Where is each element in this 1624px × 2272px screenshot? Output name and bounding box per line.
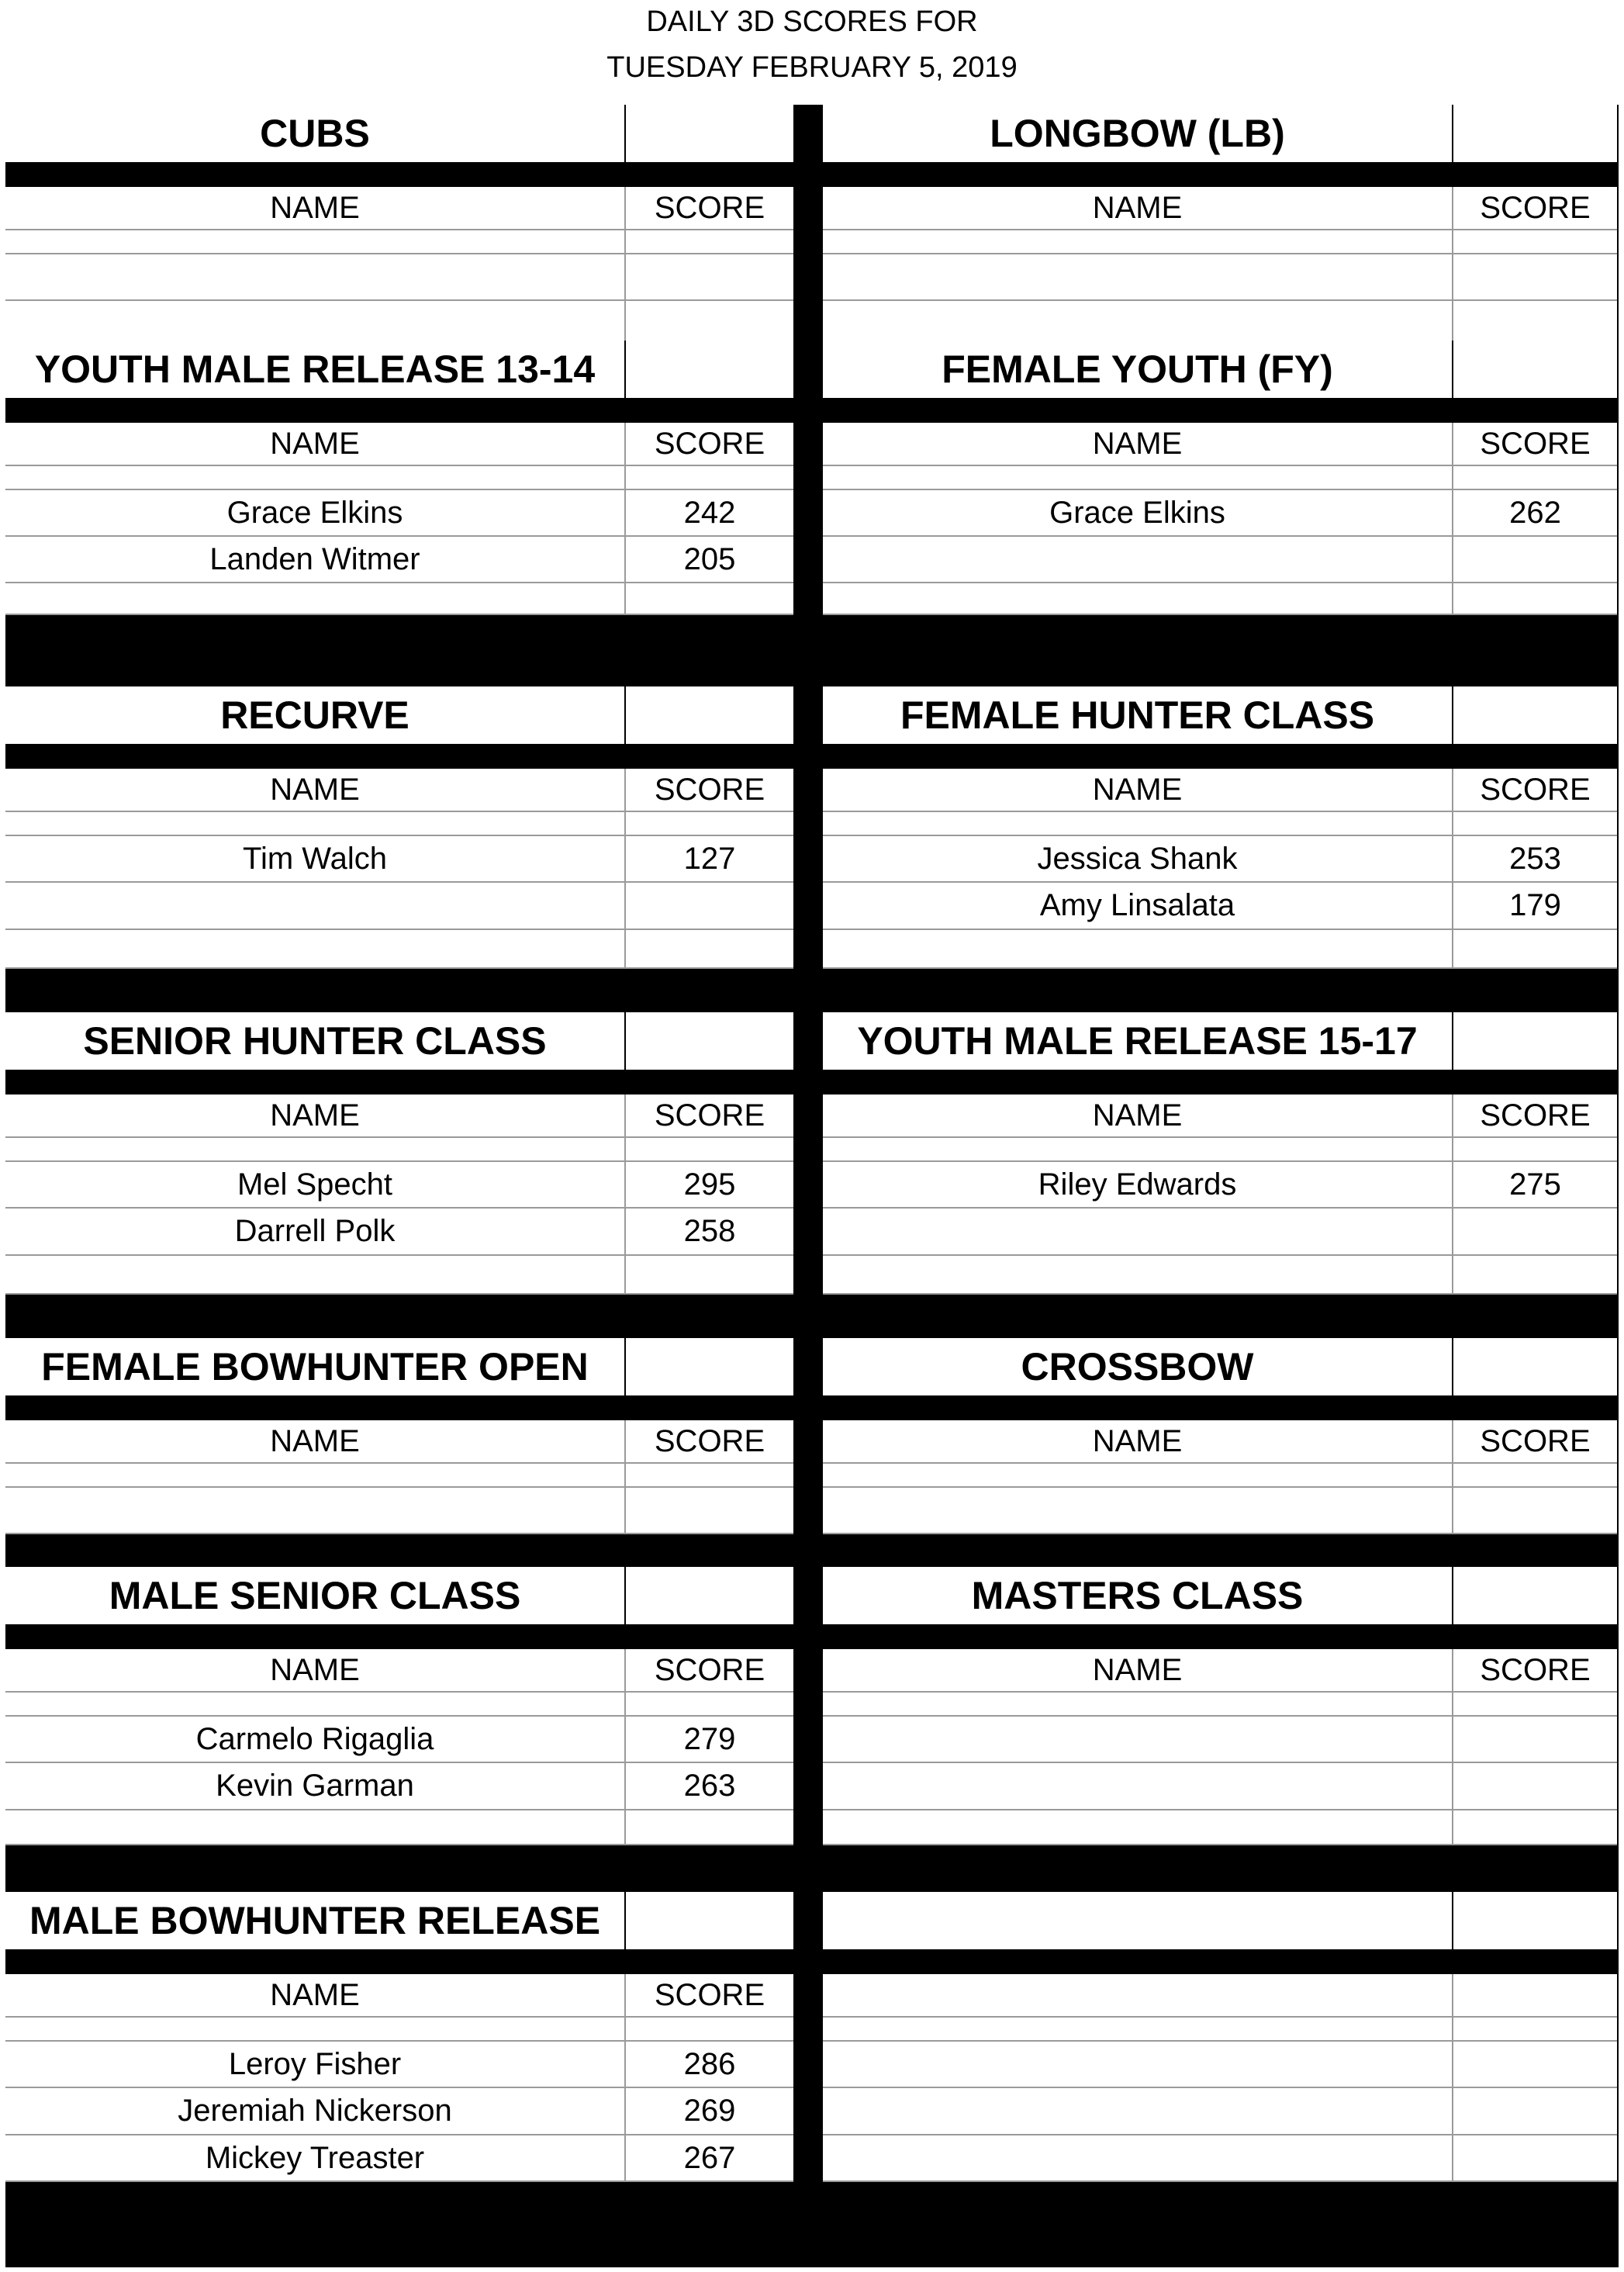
- score-column-header: SCORE: [626, 1095, 793, 1138]
- empty-name-cell: [5, 583, 626, 615]
- class-header-left: CUBS: [5, 105, 626, 162]
- class-header-left: MALE SENIOR CLASS: [5, 1567, 626, 1624]
- participant-name: Jessica Shank: [823, 836, 1453, 883]
- empty-score-cell: [626, 2018, 793, 2042]
- score-column-header: SCORE: [626, 187, 793, 230]
- empty-name-cell: [823, 466, 1453, 490]
- class-header-right: FEMALE HUNTER CLASS: [823, 686, 1453, 744]
- participant-name: Darrell Polk: [5, 1209, 626, 1256]
- empty-name-cell: [5, 2018, 626, 2042]
- name-column-header: NAME: [823, 1649, 1453, 1693]
- empty-score-cell: [626, 230, 793, 254]
- score-column-header: SCORE: [1453, 1649, 1617, 1693]
- empty-name-cell: [823, 1256, 1453, 1295]
- empty-score-cell: [1453, 583, 1617, 615]
- name-column-header: NAME: [823, 1420, 1453, 1464]
- empty-name-cell: [823, 1209, 1453, 1256]
- class-header-right: [823, 1892, 1453, 1949]
- class-header-blank: [1453, 105, 1617, 162]
- empty-score-cell: [626, 1464, 793, 1488]
- participant-name: Leroy Fisher: [5, 2042, 626, 2088]
- empty-name-cell: [823, 1810, 1453, 1845]
- participant-name: Grace Elkins: [823, 490, 1453, 537]
- empty-score-cell: [626, 1488, 793, 1534]
- name-column-header: NAME: [5, 423, 626, 466]
- participant-score: 263: [626, 1763, 793, 1810]
- empty-name-cell: [5, 466, 626, 490]
- score-column-header: SCORE: [626, 1420, 793, 1464]
- empty-name-cell: [823, 1763, 1453, 1810]
- empty-name-cell: [823, 1138, 1453, 1162]
- class-header-right: YOUTH MALE RELEASE 15-17: [823, 1012, 1453, 1070]
- empty-name-cell: [823, 2042, 1453, 2088]
- empty-score-cell: [626, 254, 793, 301]
- empty-score-cell: [1453, 930, 1617, 969]
- participant-score: 267: [626, 2135, 793, 2182]
- empty-score-cell: [626, 1256, 793, 1295]
- empty-score-cell: [626, 1693, 793, 1717]
- score-column-header: SCORE: [1453, 1420, 1617, 1464]
- participant-score: 262: [1453, 490, 1617, 537]
- empty-score-cell: [1453, 1464, 1617, 1488]
- empty-name-cell: [823, 930, 1453, 969]
- empty-score-cell: [626, 466, 793, 490]
- empty-score-cell: [626, 930, 793, 969]
- participant-name: Landen Witmer: [5, 537, 626, 583]
- participant-name: Amy Linsalata: [823, 883, 1453, 930]
- score-column-header: SCORE: [626, 1974, 793, 2018]
- participant-name: Grace Elkins: [5, 490, 626, 537]
- class-header-blank: [626, 105, 793, 162]
- empty-name-cell: [823, 583, 1453, 615]
- name-column-header: NAME: [823, 423, 1453, 466]
- name-column-header: NAME: [823, 1095, 1453, 1138]
- name-column-header: NAME: [5, 187, 626, 230]
- empty-score-cell: [1453, 2042, 1617, 2088]
- name-column-header-empty: [823, 1974, 1453, 2018]
- empty-score-cell: [1453, 1256, 1617, 1295]
- page-title-line-2: TUESDAY FEBRUARY 5, 2019: [606, 51, 1018, 84]
- class-header-blank: [1453, 1338, 1617, 1395]
- empty-name-cell: [5, 1488, 626, 1534]
- score-sheet-table: [5, 105, 1619, 2267]
- participant-name: Mel Specht: [5, 1162, 626, 1209]
- empty-score-cell: [1453, 1209, 1617, 1256]
- empty-name-cell: [5, 1256, 626, 1295]
- class-header-blank: [626, 1012, 793, 1070]
- empty-name-cell: [5, 230, 626, 254]
- participant-score: 275: [1453, 1162, 1617, 1209]
- empty-score-cell: [1453, 2135, 1617, 2182]
- empty-score-cell: [1453, 1488, 1617, 1534]
- empty-score-cell: [626, 883, 793, 930]
- class-header-blank: [626, 686, 793, 744]
- class-header-blank: [626, 1338, 793, 1395]
- class-header-left: MALE BOWHUNTER RELEASE: [5, 1892, 626, 1949]
- participant-name: Jeremiah Nickerson: [5, 2088, 626, 2135]
- participant-name: Kevin Garman: [5, 1763, 626, 1810]
- class-header-blank: [626, 341, 793, 398]
- class-header-left: RECURVE: [5, 686, 626, 744]
- empty-score-cell: [1453, 1717, 1617, 1763]
- empty-score-cell: [1453, 2018, 1617, 2042]
- participant-name: Riley Edwards: [823, 1162, 1453, 1209]
- empty-score-cell: [1453, 537, 1617, 583]
- class-header-right: LONGBOW (LB): [823, 105, 1453, 162]
- name-column-header: NAME: [823, 769, 1453, 812]
- empty-score-cell: [1453, 1138, 1617, 1162]
- empty-score-cell: [626, 1138, 793, 1162]
- empty-name-cell: [823, 812, 1453, 836]
- empty-name-cell: [823, 1717, 1453, 1763]
- class-header-right: MASTERS CLASS: [823, 1567, 1453, 1624]
- empty-name-cell: [5, 1464, 626, 1488]
- participant-score: 127: [626, 836, 793, 883]
- class-header-right: CROSSBOW: [823, 1338, 1453, 1395]
- empty-score-cell: [626, 812, 793, 836]
- empty-name-cell: [823, 1464, 1453, 1488]
- score-column-header-empty: [1453, 1974, 1617, 2018]
- empty-score-cell: [1453, 2088, 1617, 2135]
- empty-name-cell: [5, 883, 626, 930]
- empty-name-cell: [5, 1810, 626, 1845]
- empty-score-cell: [1453, 1693, 1617, 1717]
- participant-score: 205: [626, 537, 793, 583]
- empty-name-cell: [5, 254, 626, 301]
- participant-score: 258: [626, 1209, 793, 1256]
- empty-score-cell: [1453, 812, 1617, 836]
- empty-score-cell: [626, 583, 793, 615]
- participant-score: 286: [626, 2042, 793, 2088]
- empty-name-cell: [5, 812, 626, 836]
- class-header-left: SENIOR HUNTER CLASS: [5, 1012, 626, 1070]
- class-header-blank: [626, 1892, 793, 1949]
- empty-name-cell: [823, 2088, 1453, 2135]
- empty-score-cell: [1453, 466, 1617, 490]
- score-column-header: SCORE: [1453, 423, 1617, 466]
- empty-name-cell: [823, 537, 1453, 583]
- empty-name-cell: [5, 930, 626, 969]
- empty-score-cell: [1453, 230, 1617, 254]
- name-column-header: NAME: [5, 1095, 626, 1138]
- empty-score-cell: [1453, 254, 1617, 301]
- class-header-right: FEMALE YOUTH (FY): [823, 341, 1453, 398]
- participant-score: 242: [626, 490, 793, 537]
- participant-score: 295: [626, 1162, 793, 1209]
- class-header-blank: [1453, 341, 1617, 398]
- empty-name-cell: [823, 2135, 1453, 2182]
- empty-name-cell: [823, 1488, 1453, 1534]
- empty-score-cell: [626, 1810, 793, 1845]
- participant-score: 279: [626, 1717, 793, 1763]
- page-title-line-1: DAILY 3D SCORES FOR: [646, 5, 978, 38]
- empty-name-cell: [823, 230, 1453, 254]
- score-column-header: SCORE: [626, 423, 793, 466]
- empty-name-cell: [823, 1693, 1453, 1717]
- class-header-blank: [1453, 686, 1617, 744]
- class-header-blank: [1453, 1012, 1617, 1070]
- name-column-header: NAME: [5, 769, 626, 812]
- empty-name-cell: [823, 2018, 1453, 2042]
- participant-score: 179: [1453, 883, 1617, 930]
- score-column-header: SCORE: [1453, 1095, 1617, 1138]
- class-header-blank: [1453, 1892, 1617, 1949]
- participant-score: 269: [626, 2088, 793, 2135]
- name-column-header: NAME: [5, 1649, 626, 1693]
- name-column-header: NAME: [5, 1420, 626, 1464]
- name-column-header: NAME: [5, 1974, 626, 2018]
- class-header-blank: [1453, 1567, 1617, 1624]
- empty-score-cell: [1453, 1810, 1617, 1845]
- name-column-header: NAME: [823, 187, 1453, 230]
- score-column-header: SCORE: [1453, 769, 1617, 812]
- empty-name-cell: [823, 254, 1453, 301]
- empty-score-cell: [1453, 1763, 1617, 1810]
- class-header-left: FEMALE BOWHUNTER OPEN: [5, 1338, 626, 1395]
- score-column-header: SCORE: [626, 1649, 793, 1693]
- score-column-header: SCORE: [626, 769, 793, 812]
- score-column-header: SCORE: [1453, 187, 1617, 230]
- participant-name: Tim Walch: [5, 836, 626, 883]
- empty-name-cell: [5, 1693, 626, 1717]
- class-header-blank: [626, 1567, 793, 1624]
- participant-name: Mickey Treaster: [5, 2135, 626, 2182]
- empty-name-cell: [5, 1138, 626, 1162]
- participant-score: 253: [1453, 836, 1617, 883]
- participant-name: Carmelo Rigaglia: [5, 1717, 626, 1763]
- class-header-left: YOUTH MALE RELEASE 13-14: [5, 341, 626, 398]
